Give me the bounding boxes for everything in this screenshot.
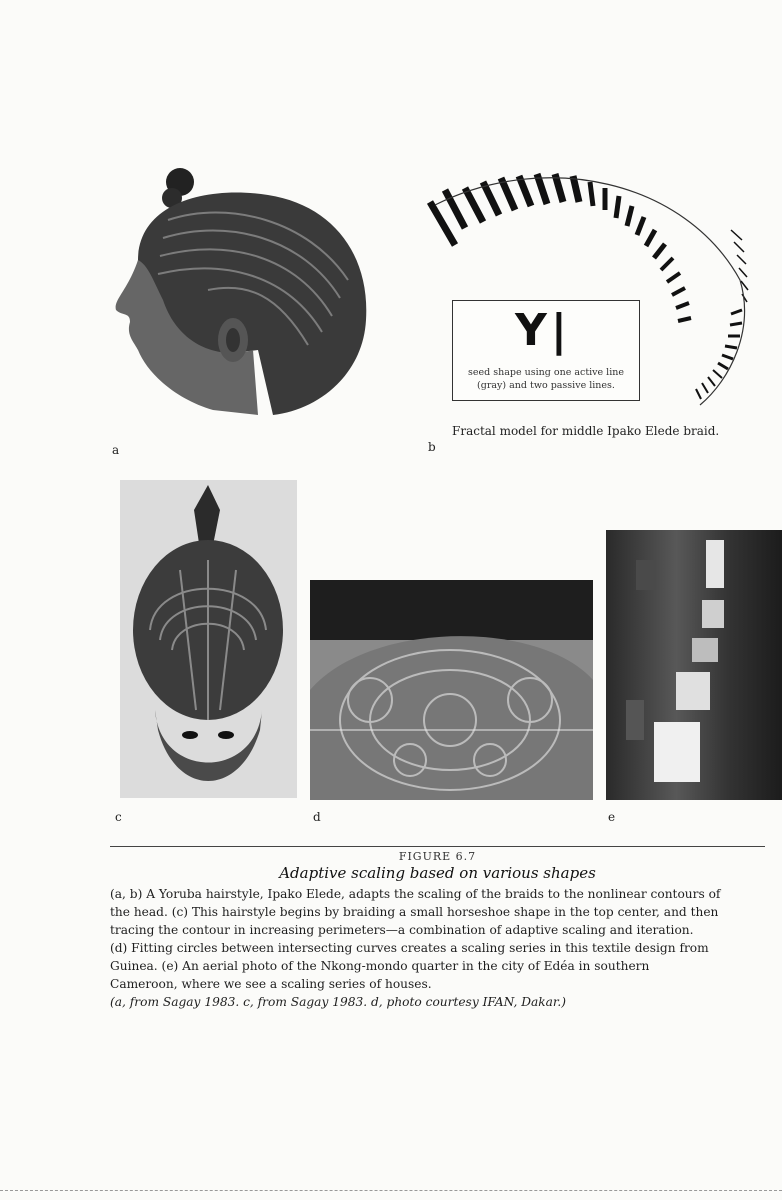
seed-caption-line-2: (gray) and two passive lines. — [477, 380, 615, 391]
photo-c-hairstyle-top-view — [120, 480, 297, 798]
panel-letter-c: c — [115, 810, 122, 824]
caption-line: the head. (c) This hairstyle begins by braiding a small horseshoe shape in the top center, and then — [110, 905, 719, 919]
panel-letter-a: a — [112, 443, 120, 457]
seed-shape-box — [452, 300, 640, 401]
seed-shape-glyph: Y| — [515, 305, 571, 356]
caption-line: Guinea. (e) An aerial photo of the Nkong-mondo quarter in the city of Edéa in southern — [110, 959, 650, 973]
figure-title: Adaptive scaling based on various shapes — [279, 864, 596, 882]
seed-shape-caption — [453, 366, 639, 392]
panel-letter-e: e — [608, 810, 616, 824]
hairstyle-top-illustration — [120, 480, 297, 798]
caption-rule — [110, 846, 765, 847]
figure-credit: (a, from Sagay 1983. c, from Sagay 1983. d, photo courtesy IFAN, Dakar.) — [110, 995, 567, 1009]
caption-line: (d) Fitting circles between intersecting curves creates a scaling series in this textile design from — [110, 941, 709, 955]
photo-a-yoruba-hairstyle-profile — [108, 160, 373, 430]
panel-letter-d: d — [313, 810, 321, 824]
aerial-houses-illustration — [606, 530, 782, 800]
panel-b-caption: Fractal model for middle Ipako Elede braid. — [452, 424, 720, 438]
caption-line: tracing the contour in increasing perimeters—a combination of adaptive scaling and iteration. — [110, 923, 694, 937]
panel-letter-b: b — [428, 440, 436, 454]
figure-number: FIGURE 6.7 — [398, 850, 477, 863]
seed-caption-line-1: seed shape using one active line — [468, 367, 624, 378]
caption-line: Cameroon, where we see a scaling series of houses. — [110, 977, 432, 991]
figure-caption-body — [110, 885, 770, 1011]
photo-d-textile-design — [310, 580, 593, 800]
textile-pattern-illustration — [310, 580, 593, 800]
photo-e-aerial-houses — [606, 530, 782, 800]
caption-line: (a, b) A Yoruba hairstyle, Ipako Elede, adapts the scaling of the braids to the nonlinear contours of — [110, 887, 721, 901]
page-bottom-edge — [0, 1190, 782, 1191]
hairstyle-profile-illustration — [108, 160, 373, 430]
